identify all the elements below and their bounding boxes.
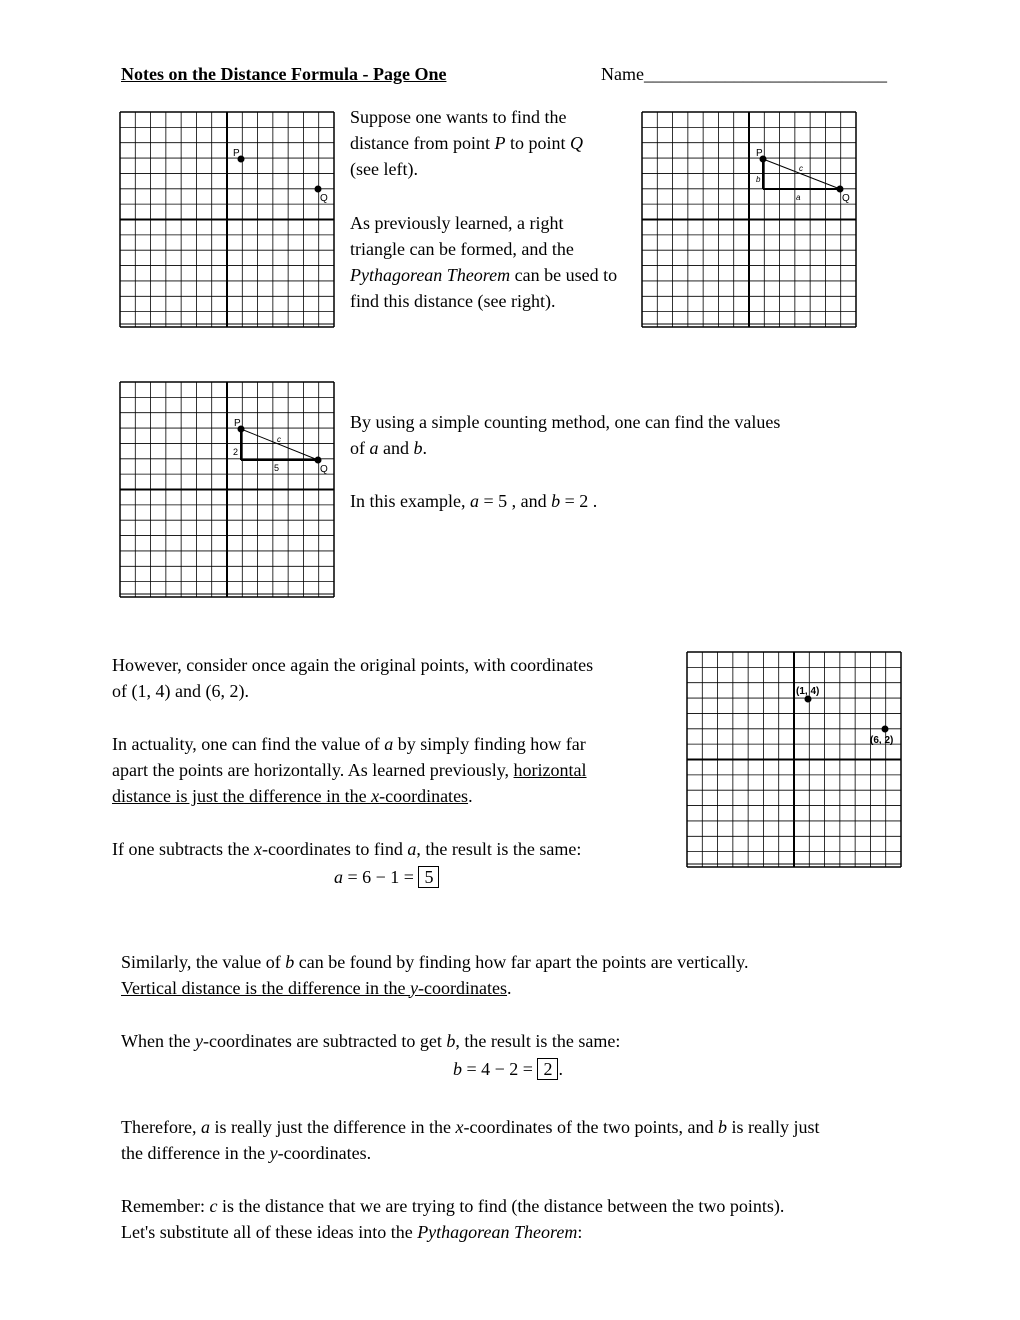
label-6-2: (6, 2) [870, 735, 894, 746]
label-p: P [756, 148, 763, 159]
page-title: Notes on the Distance Formula - Page One [121, 64, 447, 84]
label-b: 2 [233, 447, 239, 457]
s2-line1: By using a simple counting method, one can find the values [350, 412, 781, 432]
grid-lines [642, 112, 856, 327]
point-6-2 [882, 726, 889, 733]
s3-p2-line1: In actuality, one can find the value of a by simply finding how far [112, 734, 586, 754]
s4-line1: Similarly, the value of b can be found by finding how far apart the points are vertically. [121, 952, 749, 972]
graph-4 [687, 652, 901, 867]
graph-1 [120, 112, 334, 327]
s1-line1: Suppose one wants to find the [350, 107, 567, 127]
label-q: Q [842, 193, 850, 204]
s2-line2: of a and b. [350, 438, 427, 458]
triangle-side-c [241, 429, 318, 460]
grid-lines [120, 112, 334, 327]
point-q [837, 186, 844, 193]
label-1-4: (1, 4) [796, 686, 820, 697]
label-p: P [234, 418, 241, 429]
s1-line5: triangle can be formed, and the [350, 239, 574, 259]
name-field[interactable]: Name___________________________ [601, 64, 887, 84]
label-q: Q [320, 193, 328, 204]
label-a: a [796, 193, 801, 202]
label-q: Q [320, 464, 328, 475]
label-c: c [799, 164, 803, 173]
s3-p1-line2: of (1, 4) and (6, 2). [112, 681, 249, 701]
s1-line7: find this distance (see right). [350, 291, 556, 311]
s1-line6: Pythagorean Theorem can be used to [350, 265, 618, 285]
s3-p1-line1: However, consider once again the original points, with coordinates [112, 655, 594, 675]
grid-lines [120, 382, 334, 597]
s2-example: In this example, a = 5 , and b = 2 . [350, 491, 598, 511]
label-c: c [277, 435, 281, 444]
s3-p3-line1: If one subtracts the x-coordinates to find a, the result is the same: [112, 839, 582, 859]
graph-3 [120, 382, 334, 597]
point-q [315, 186, 322, 193]
answer-box-b: 2 [537, 1058, 558, 1080]
s4-therefore-line2: the difference in the y-coordinates. [121, 1143, 372, 1163]
s4-therefore-line1: Therefore, a is really just the difference in the x-coordinates of the two points, and b is really just [121, 1117, 820, 1137]
graph-2 [642, 112, 856, 327]
s1-line3: (see left). [350, 159, 418, 179]
s4-line2: Vertical distance is the difference in the y-coordinates. [121, 978, 512, 998]
s4-remember-line1: Remember: c is the distance that we are trying to find (the distance between the two points). [121, 1196, 785, 1216]
point-q [315, 457, 322, 464]
grid-lines [687, 652, 901, 867]
s4-remember-line2: Let's substitute all of these ideas into the Pythagorean Theorem: [121, 1222, 583, 1242]
label-p: P [233, 148, 240, 159]
label-b: b [756, 175, 761, 184]
s4-line3: When the y-coordinates are subtracted to get b, the result is the same: [121, 1031, 621, 1051]
s1-line2: distance from point P to point Q [350, 133, 583, 153]
s4-equation: b = 4 − 2 = 2 . [453, 1059, 563, 1079]
s3-p2-line2: apart the points are horizontally. As learned previously, horizontal [112, 760, 587, 780]
s3-equation: a = 6 − 1 = 5 [334, 864, 439, 890]
s3-p2-line3: distance is just the difference in the x-coordinates. [112, 786, 473, 806]
label-a: 5 [274, 463, 280, 473]
answer-box-a: 5 [418, 866, 439, 888]
s1-line4: As previously learned, a right [350, 213, 564, 233]
